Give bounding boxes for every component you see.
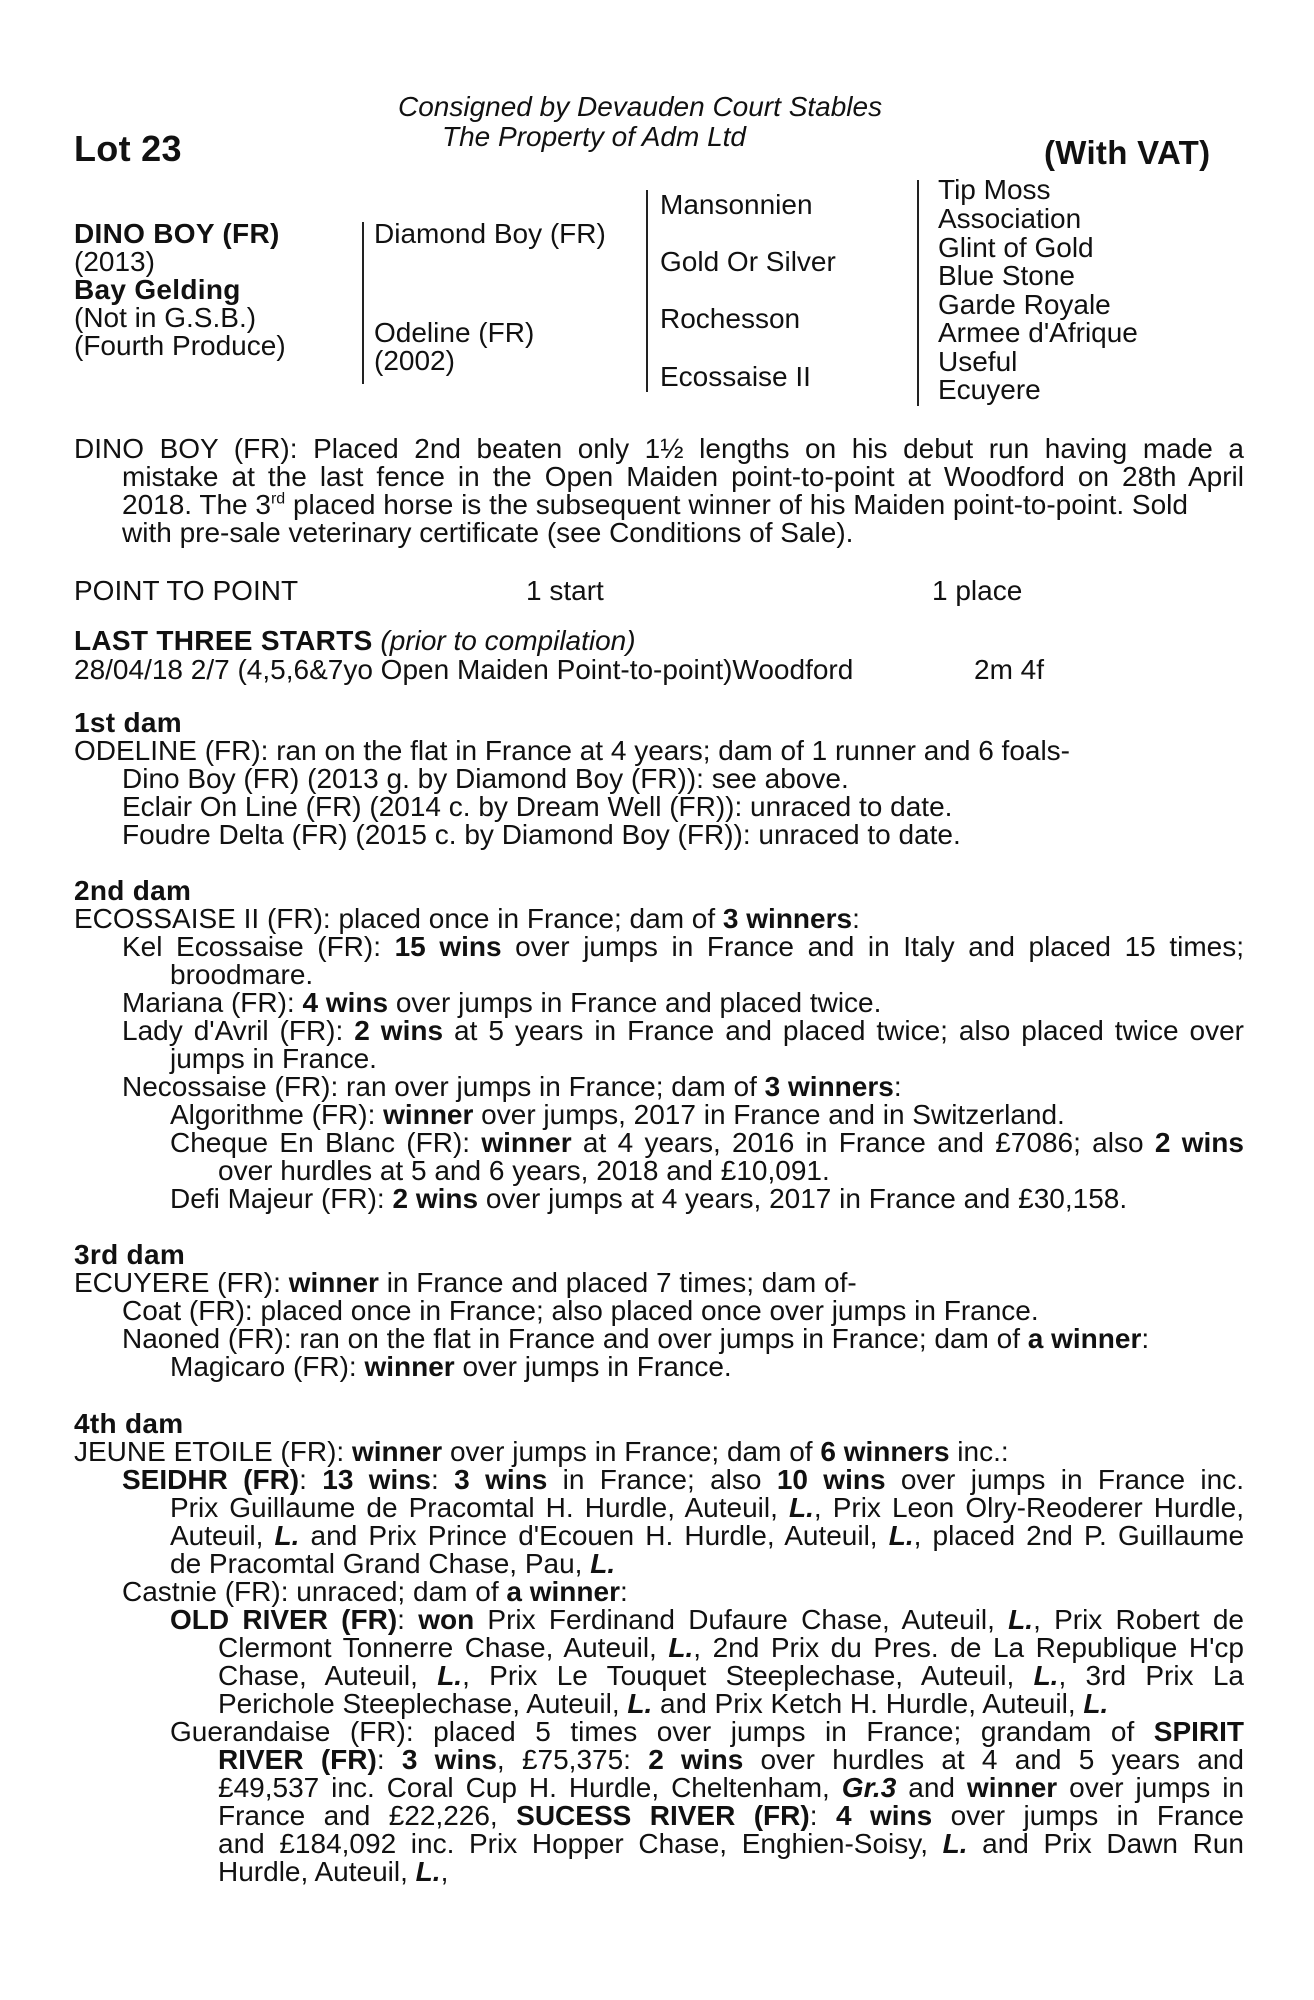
dam4-subentry-cont: and £184,092 inc. Prix Hopper Chase, Enghien-Soisy, L. and Prix Dawn Run (218, 1828, 1244, 1859)
last-starts-subtitle: (prior to compilation) (380, 625, 636, 656)
dam2-entry-cont: broodmare. (170, 959, 314, 990)
dam2-entry-cont: jumps in France. (170, 1043, 377, 1074)
grandparent: Mansonnien (660, 189, 813, 220)
dam4-entry-cont: Prix Guillaume de Pracomtal H. Hurdle, Auteuil, L., Prix Leon Olry-Reoderer Hurdle, (170, 1492, 1245, 1523)
sire: Diamond Boy (FR) (374, 218, 606, 249)
dam1-title: 1st dam (74, 707, 182, 738)
dam: Odeline (FR) (374, 317, 535, 348)
dam2-subentry: Cheque En Blanc (FR): winner at 4 years, 2016 in France and £7086; also 2 wins (170, 1127, 1244, 1158)
great-grandparent: Useful (938, 346, 1018, 377)
divider (646, 190, 648, 392)
great-grandparent: Blue Stone (938, 260, 1075, 291)
race-row: 28/04/18 2/7 (4,5,6&7yo Open Maiden Point-to-point)Woodford (74, 654, 854, 685)
last-starts-title: LAST THREE STARTS (74, 625, 373, 656)
property-of: The Property of Adm Ltd (442, 121, 746, 152)
dam1-produce: Dino Boy (FR) (2013 g. by Diamond Boy (FR)): see above. (122, 763, 849, 794)
dam3-intro: ECUYERE (FR): winner in France and placed 7 times; dam of- (74, 1267, 857, 1298)
dam4-title: 4th dam (74, 1408, 184, 1439)
dam2-subentry-cont: over hurdles at 5 and 6 years, 2018 and £10,091. (218, 1155, 830, 1186)
dam4-subentry: Guerandaise (FR): placed 5 times over jumps in France; grandam of SPIRIT (170, 1716, 1244, 1747)
dam3-title: 3rd dam (74, 1239, 186, 1270)
dam4-subentry-cont: Chase, Auteuil, L., Prix Le Touquet Steeplechase, Auteuil, L., 3rd Prix La (218, 1660, 1245, 1691)
summary-line (122, 490, 1188, 519)
dam1-produce: Eclair On Line (FR) (2014 c. by Dream Well (FR)): unraced to date. (122, 791, 953, 822)
great-grandparent: Glint of Gold (938, 232, 1094, 263)
race-distance: 2m 4f (974, 654, 1045, 685)
horse-name: DINO BOY (FR) (74, 218, 280, 249)
divider (917, 180, 919, 406)
summary-line: with pre-sale veterinary certificate (see Conditions of Sale). (122, 517, 854, 548)
great-grandparent: Ecuyere (938, 374, 1041, 405)
grandparent: Gold Or Silver (660, 246, 836, 277)
dam2-title: 2nd dam (74, 875, 192, 906)
dam4-entry-cont: Auteuil, L. and Prix Prince d'Ecouen H. Hurdle, Auteuil, L., placed 2nd P. Guillaume (170, 1520, 1245, 1551)
dam2-entry: Necossaise (FR): ran over jumps in France; dam of 3 winners: (122, 1071, 902, 1102)
dam4-entry-cont: de Pracomtal Grand Chase, Pau, L. (170, 1548, 616, 1579)
consigned-by: Consigned by Devauden Court Stables (398, 91, 883, 122)
dam4-subentry-cont: RIVER (FR): 3 wins, £75,375: 2 wins over hurdles at 4 and 5 years and (218, 1744, 1244, 1775)
great-grandparent: Armee d'Afrique (938, 317, 1138, 348)
record-places: 1 place (932, 575, 1023, 606)
vat-note: (With VAT) (1044, 134, 1211, 171)
grandparent: Ecossaise II (660, 361, 811, 392)
summary-line: DINO BOY (FR): Placed 2nd beaten only 1½ lengths on his debut run having made a (74, 433, 1244, 464)
summary-text: placed horse is the subsequent winner of his Maiden point-to-point. Sold (285, 489, 1188, 520)
dam4-subentry-cont: Perichole Steeplechase, Auteuil, L. and Prix Ketch H. Hurdle, Auteuil, L. (218, 1688, 1109, 1719)
dam4-subentry-cont: Hurdle, Auteuil, L., (218, 1856, 449, 1887)
dam-year: (2002) (374, 345, 455, 376)
dam2-subentry: Defi Majeur (FR): 2 wins over jumps at 4 years, 2017 in France and £30,158. (170, 1183, 1128, 1214)
dam4-intro: JEUNE ETOILE (FR): winner over jumps in France; dam of 6 winners inc.: (74, 1436, 1009, 1467)
dam4-entry: Castnie (FR): unraced; dam of a winner: (122, 1576, 628, 1607)
dam4-subentry-cont: France and £22,226, SUCESS RIVER (FR): 4 wins over jumps in France (218, 1800, 1245, 1831)
dam4-subentry-cont: Clermont Tonnerre Chase, Auteuil, L., 2nd Prix du Pres. de La Republique H'cp (218, 1632, 1244, 1663)
dam2-entry: Lady d'Avril (FR): 2 wins at 5 years in France and placed twice; also placed twice over (122, 1015, 1244, 1046)
record-label: POINT TO POINT (74, 575, 299, 606)
summary-sup: rd (270, 490, 286, 508)
dam4-subentry: OLD RIVER (FR): won Prix Ferdinand Dufaure Chase, Auteuil, L., Prix Robert de (170, 1604, 1244, 1635)
last-starts-heading (74, 626, 636, 655)
dam3-subentry: Magicaro (FR): winner over jumps in France. (170, 1351, 732, 1382)
great-grandparent: Tip Moss (938, 174, 1051, 205)
horse-type: Bay Gelding (74, 274, 241, 305)
great-grandparent: Association (938, 203, 1082, 234)
dam4-entry: SEIDHR (FR): 13 wins: 3 wins in France; also 10 wins over jumps in France inc. (122, 1464, 1244, 1495)
horse-gsb: (Not in G.S.B.) (74, 302, 257, 333)
summary-text: 2018. The 3 (122, 489, 271, 520)
record-starts: 1 start (526, 575, 604, 606)
dam2-intro: ECOSSAISE II (FR): placed once in France; dam of 3 winners: (74, 903, 860, 934)
horse-produce: (Fourth Produce) (74, 330, 286, 361)
dam2-subentry: Algorithme (FR): winner over jumps, 2017 in France and in Switzerland. (170, 1099, 1065, 1130)
dam1-produce: Foudre Delta (FR) (2015 c. by Diamond Boy (FR)): unraced to date. (122, 819, 961, 850)
dam2-entry: Mariana (FR): 4 wins over jumps in France and placed twice. (122, 987, 882, 1018)
summary-line: mistake at the last fence in the Open Maiden point-to-point at Woodford on 28th April (122, 461, 1244, 492)
dam2-entry: Kel Ecossaise (FR): 15 wins over jumps in France and in Italy and placed 15 times; (122, 931, 1244, 962)
dam3-entry: Coat (FR): placed once in France; also placed once over jumps in France. (122, 1295, 1039, 1326)
dam4-subentry-cont: £49,537 inc. Coral Cup H. Hurdle, Cheltenham, Gr.3 and winner over jumps in (218, 1772, 1244, 1803)
grandparent: Rochesson (660, 303, 801, 334)
horse-year: (2013) (74, 246, 155, 277)
dam3-entry: Naoned (FR): ran on the flat in France and over jumps in France; dam of a winner: (122, 1323, 1150, 1354)
lot-number: Lot 23 (74, 128, 182, 169)
dam1-intro: ODELINE (FR): ran on the flat in France at 4 years; dam of 1 runner and 6 foals- (74, 735, 1071, 766)
divider (362, 222, 364, 384)
great-grandparent: Garde Royale (938, 289, 1111, 320)
